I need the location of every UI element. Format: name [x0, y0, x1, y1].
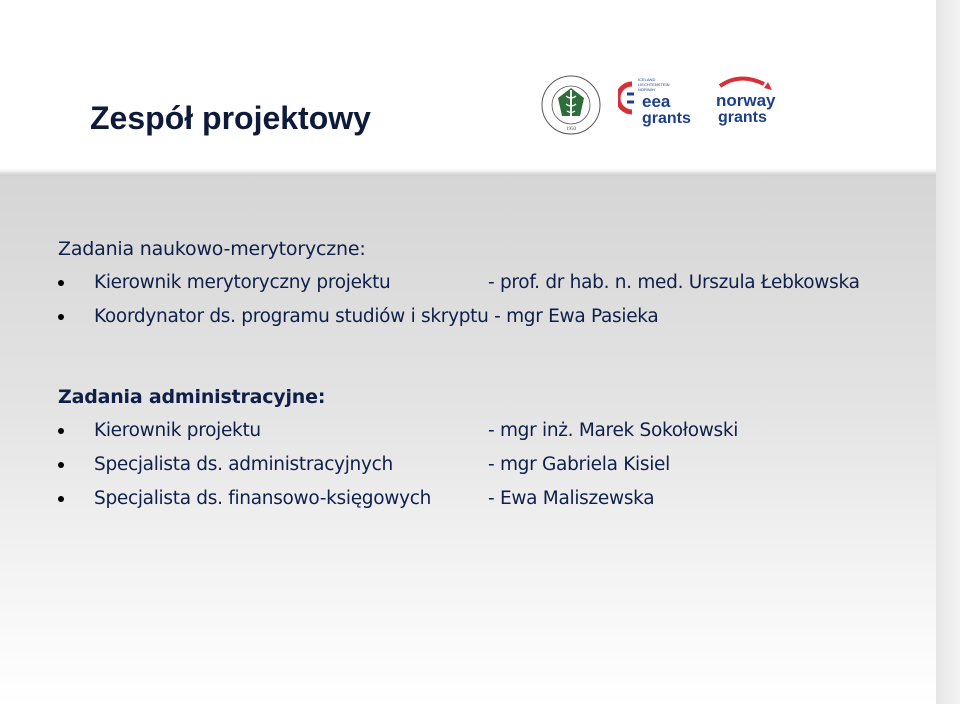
svg-text:NORWAY: NORWAY: [638, 87, 656, 92]
role-label: Specjalista ds. finansowo-księgowych: [94, 488, 432, 509]
svg-text:grants: grants: [642, 110, 691, 127]
bullet-icon: [58, 462, 64, 468]
role-label: Specjalista ds. administracyjnych: [94, 454, 393, 475]
svg-text:LIECHTENSTEIN: LIECHTENSTEIN: [638, 82, 670, 87]
slide-header: [0, 0, 960, 172]
list-item: [58, 454, 670, 488]
svg-text:eea: eea: [642, 92, 671, 111]
bullet-icon: [58, 496, 64, 502]
role-label: Kierownik merytoryczny projektu: [94, 272, 391, 293]
university-year: 1950: [566, 127, 576, 132]
person-name: - mgr inż. Marek Sokołowski: [488, 420, 739, 441]
university-seal-logo: [540, 74, 602, 136]
section-admin-tasks: [58, 386, 739, 522]
person-name: - Ewa Maliszewska: [488, 488, 655, 509]
slide-title: Zespół projektowy: [90, 100, 371, 136]
list-item: [58, 488, 655, 522]
section-research-tasks: [58, 238, 860, 340]
role-label: Koordynator ds. programu studiów i skryptu - mgr Ewa Pasieka: [94, 306, 659, 327]
logo-bar: [540, 72, 800, 134]
person-name: - mgr Gabriela Kisiel: [488, 454, 670, 475]
person-name: - prof. dr hab. n. med. Urszula Łebkowska: [488, 272, 860, 293]
role-label: Kierownik projektu: [94, 420, 261, 441]
bullet-icon: [58, 314, 64, 320]
section-heading: Zadania administracyjne:: [58, 386, 326, 408]
section-heading: Zadania naukowo-merytoryczne:: [58, 238, 366, 260]
norway-grants-logo: [710, 72, 794, 128]
bullet-icon: [58, 280, 64, 286]
bullet-icon: [58, 428, 64, 434]
eea-grants-logo: [618, 72, 694, 128]
svg-text:ICELAND: ICELAND: [638, 77, 656, 82]
list-item: [58, 306, 659, 340]
svg-text:grants: grants: [718, 109, 767, 126]
list-item: [58, 420, 739, 454]
list-item: [58, 272, 860, 306]
header-divider: [0, 168, 936, 176]
slide-right-edge: [936, 0, 960, 704]
svg-text:norway: norway: [716, 91, 776, 110]
